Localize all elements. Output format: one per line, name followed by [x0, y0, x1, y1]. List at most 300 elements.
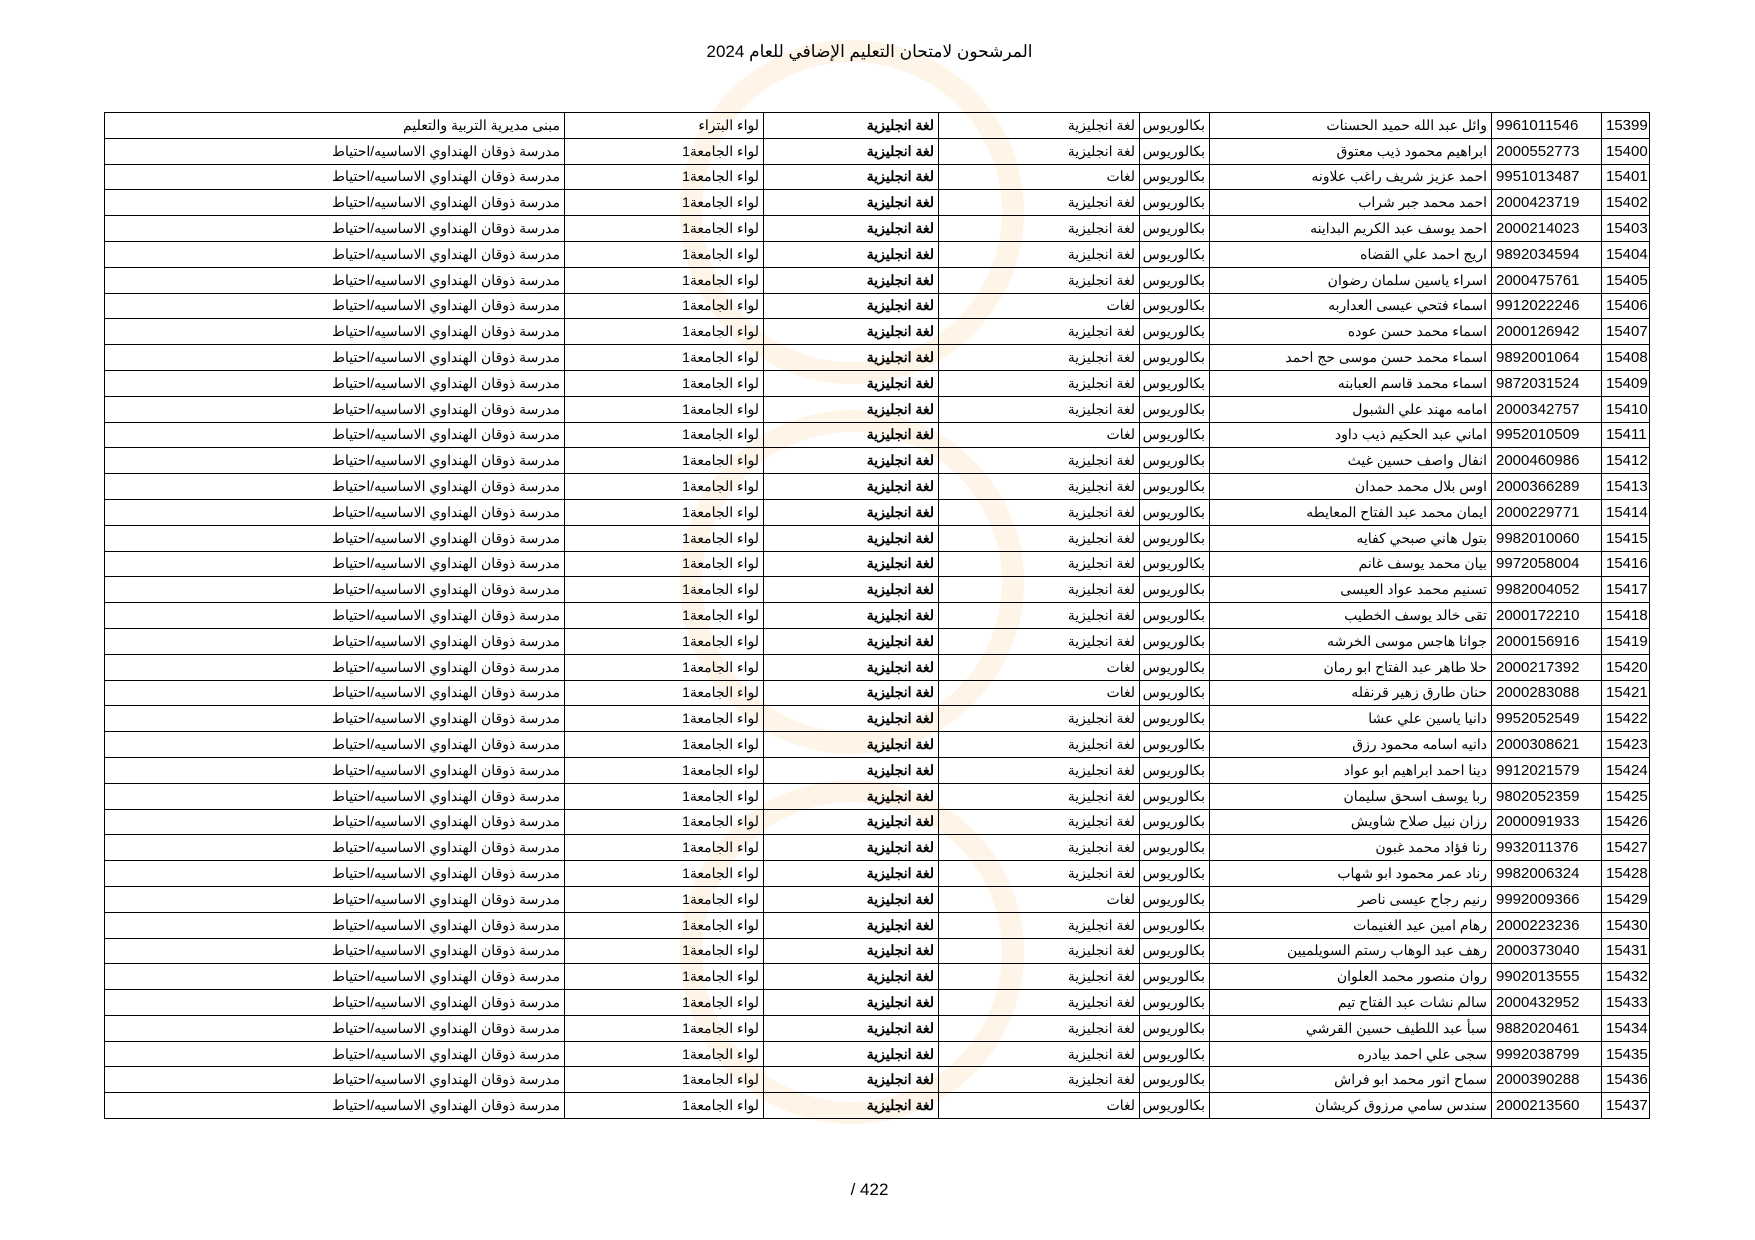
- degree-cell: بكالوريوس: [1140, 345, 1210, 371]
- table-row: [105, 938, 1650, 964]
- major-cell: لغات: [939, 1093, 1140, 1119]
- table-row: [105, 216, 1650, 242]
- candidates-table: [104, 112, 1650, 1119]
- seat-number-cell: 15437: [1602, 1093, 1650, 1119]
- national-id-cell: 2000283088: [1492, 680, 1602, 706]
- exam-center-cell: مدرسة ذوقان الهنداوي الاساسيه/احتياط: [105, 1093, 565, 1119]
- major-cell: لغات: [939, 654, 1140, 680]
- major-cell: لغة انجليزية: [939, 783, 1140, 809]
- major-cell: لغة انجليزية: [939, 474, 1140, 500]
- national-id-cell: 9992038799: [1492, 1041, 1602, 1067]
- exam-center-cell: مدرسة ذوقان الهنداوي الاساسيه/احتياط: [105, 1067, 565, 1093]
- major-cell: لغة انجليزية: [939, 216, 1140, 242]
- table-row: [105, 861, 1650, 887]
- seat-number-cell: 15415: [1602, 525, 1650, 551]
- seat-number-cell: 15399: [1602, 113, 1650, 139]
- major-cell: لغة انجليزية: [939, 1041, 1140, 1067]
- page-title-text: المرشحون لامتحان التعليم الإضافي للعام 2024: [706, 42, 1033, 61]
- table-row: [105, 732, 1650, 758]
- major-cell: لغات: [939, 164, 1140, 190]
- national-id-cell: 9952010509: [1492, 422, 1602, 448]
- district-cell: لواء الجامعة1: [565, 216, 764, 242]
- table-row: [105, 345, 1650, 371]
- exam-center-cell: مدرسة ذوقان الهنداوي الاساسيه/احتياط: [105, 577, 565, 603]
- district-cell: لواء الجامعة1: [565, 293, 764, 319]
- exam-center-cell: مدرسة ذوقان الهنداوي الاساسيه/احتياط: [105, 345, 565, 371]
- exam-subject-cell: لغة انجليزية: [764, 861, 939, 887]
- exam-subject-cell: لغة انجليزية: [764, 345, 939, 371]
- exam-subject-cell: لغة انجليزية: [764, 603, 939, 629]
- candidate-name-cell: رناد عمر محمود ابو شهاب: [1210, 861, 1492, 887]
- table-row: [105, 757, 1650, 783]
- table-row: [105, 783, 1650, 809]
- table-row: [105, 990, 1650, 1016]
- page-number: [0, 1180, 1755, 1200]
- national-id-cell: 2000214023: [1492, 216, 1602, 242]
- major-cell: لغة انجليزية: [939, 190, 1140, 216]
- major-cell: لغة انجليزية: [939, 345, 1140, 371]
- seat-number-cell: 15423: [1602, 732, 1650, 758]
- district-cell: لواء الجامعة1: [565, 912, 764, 938]
- candidate-name-cell: رنا فؤاد محمد غبون: [1210, 835, 1492, 861]
- district-cell: لواء الجامعة1: [565, 783, 764, 809]
- exam-center-cell: مدرسة ذوقان الهنداوي الاساسيه/احتياط: [105, 886, 565, 912]
- seat-number-cell: 15403: [1602, 216, 1650, 242]
- district-cell: لواء الجامعة1: [565, 267, 764, 293]
- national-id-cell: 2000552773: [1492, 138, 1602, 164]
- national-id-cell: 9982004052: [1492, 577, 1602, 603]
- exam-center-cell: مدرسة ذوقان الهنداوي الاساسيه/احتياط: [105, 164, 565, 190]
- candidate-name-cell: اماني عبد الحكيم ذيب داود: [1210, 422, 1492, 448]
- seat-number-cell: 15402: [1602, 190, 1650, 216]
- exam-center-cell: مدرسة ذوقان الهنداوي الاساسيه/احتياط: [105, 190, 565, 216]
- district-cell: لواء الجامعة1: [565, 861, 764, 887]
- district-cell: لواء الجامعة1: [565, 886, 764, 912]
- degree-cell: بكالوريوس: [1140, 680, 1210, 706]
- major-cell: لغة انجليزية: [939, 448, 1140, 474]
- national-id-cell: 2000213560: [1492, 1093, 1602, 1119]
- major-cell: لغة انجليزية: [939, 603, 1140, 629]
- seat-number-cell: 15404: [1602, 241, 1650, 267]
- district-cell: لواء البتراء: [565, 113, 764, 139]
- exam-subject-cell: لغة انجليزية: [764, 241, 939, 267]
- degree-cell: بكالوريوس: [1140, 654, 1210, 680]
- seat-number-cell: 15429: [1602, 886, 1650, 912]
- exam-subject-cell: لغة انجليزية: [764, 990, 939, 1016]
- table-row: [105, 241, 1650, 267]
- exam-subject-cell: لغة انجليزية: [764, 886, 939, 912]
- table-row: [105, 164, 1650, 190]
- district-cell: لواء الجامعة1: [565, 422, 764, 448]
- table-row: [105, 113, 1650, 139]
- exam-subject-cell: لغة انجليزية: [764, 525, 939, 551]
- candidate-name-cell: رنيم رجاح عيسى ناصر: [1210, 886, 1492, 912]
- major-cell: لغات: [939, 422, 1140, 448]
- exam-center-cell: مدرسة ذوقان الهنداوي الاساسيه/احتياط: [105, 448, 565, 474]
- table-row: [105, 1041, 1650, 1067]
- candidate-name-cell: تسنيم محمد عواد العيسى: [1210, 577, 1492, 603]
- candidate-name-cell: احمد يوسف عبد الكريم البداينه: [1210, 216, 1492, 242]
- district-cell: لواء الجامعة1: [565, 577, 764, 603]
- page-title: [0, 42, 1755, 62]
- seat-number-cell: 15409: [1602, 370, 1650, 396]
- exam-center-cell: مدرسة ذوقان الهنداوي الاساسيه/احتياط: [105, 396, 565, 422]
- table-row: [105, 1067, 1650, 1093]
- exam-center-cell: مدرسة ذوقان الهنداوي الاساسيه/احتياط: [105, 706, 565, 732]
- exam-center-cell: مدرسة ذوقان الهنداوي الاساسيه/احتياط: [105, 499, 565, 525]
- candidate-name-cell: انفال واصف حسين غيث: [1210, 448, 1492, 474]
- seat-number-cell: 15436: [1602, 1067, 1650, 1093]
- exam-center-cell: مدرسة ذوقان الهنداوي الاساسيه/احتياط: [105, 654, 565, 680]
- candidate-name-cell: اسماء محمد حسن عوده: [1210, 319, 1492, 345]
- major-cell: لغة انجليزية: [939, 138, 1140, 164]
- district-cell: لواء الجامعة1: [565, 732, 764, 758]
- national-id-cell: 9932011376: [1492, 835, 1602, 861]
- exam-center-cell: مدرسة ذوقان الهنداوي الاساسيه/احتياط: [105, 680, 565, 706]
- exam-subject-cell: لغة انجليزية: [764, 113, 939, 139]
- national-id-cell: 2000366289: [1492, 474, 1602, 500]
- degree-cell: بكالوريوس: [1140, 861, 1210, 887]
- exam-subject-cell: لغة انجليزية: [764, 680, 939, 706]
- national-id-cell: 2000126942: [1492, 319, 1602, 345]
- exam-center-cell: مدرسة ذوقان الهنداوي الاساسيه/احتياط: [105, 1015, 565, 1041]
- national-id-cell: 2000460986: [1492, 448, 1602, 474]
- candidate-name-cell: حنان طارق زهير قرنفله: [1210, 680, 1492, 706]
- exam-center-cell: مدرسة ذوقان الهنداوي الاساسيه/احتياط: [105, 138, 565, 164]
- district-cell: لواء الجامعة1: [565, 448, 764, 474]
- major-cell: لغة انجليزية: [939, 241, 1140, 267]
- seat-number-cell: 15414: [1602, 499, 1650, 525]
- exam-center-cell: مدرسة ذوقان الهنداوي الاساسيه/احتياط: [105, 912, 565, 938]
- degree-cell: بكالوريوس: [1140, 164, 1210, 190]
- degree-cell: بكالوريوس: [1140, 474, 1210, 500]
- seat-number-cell: 15434: [1602, 1015, 1650, 1041]
- national-id-cell: 9912022246: [1492, 293, 1602, 319]
- exam-subject-cell: لغة انجليزية: [764, 370, 939, 396]
- table-row: [105, 319, 1650, 345]
- national-id-cell: 2000373040: [1492, 938, 1602, 964]
- page-number-text: / 422: [850, 1180, 889, 1199]
- exam-subject-cell: لغة انجليزية: [764, 1041, 939, 1067]
- table-row: [105, 190, 1650, 216]
- major-cell: لغة انجليزية: [939, 525, 1140, 551]
- exam-subject-cell: لغة انجليزية: [764, 422, 939, 448]
- seat-number-cell: 15427: [1602, 835, 1650, 861]
- national-id-cell: 9912021579: [1492, 757, 1602, 783]
- table-row: [105, 835, 1650, 861]
- table-row: [105, 912, 1650, 938]
- national-id-cell: 2000342757: [1492, 396, 1602, 422]
- degree-cell: بكالوريوس: [1140, 809, 1210, 835]
- table-row: [105, 1015, 1650, 1041]
- district-cell: لواء الجامعة1: [565, 241, 764, 267]
- table-row: [105, 396, 1650, 422]
- degree-cell: بكالوريوس: [1140, 938, 1210, 964]
- candidate-name-cell: ربا يوسف اسحق سليمان: [1210, 783, 1492, 809]
- seat-number-cell: 15426: [1602, 809, 1650, 835]
- degree-cell: بكالوريوس: [1140, 1067, 1210, 1093]
- national-id-cell: 9882020461: [1492, 1015, 1602, 1041]
- seat-number-cell: 15432: [1602, 964, 1650, 990]
- seat-number-cell: 15425: [1602, 783, 1650, 809]
- degree-cell: بكالوريوس: [1140, 1093, 1210, 1119]
- exam-center-cell: مدرسة ذوقان الهنداوي الاساسيه/احتياط: [105, 370, 565, 396]
- degree-cell: بكالوريوس: [1140, 628, 1210, 654]
- major-cell: لغة انجليزية: [939, 964, 1140, 990]
- exam-subject-cell: لغة انجليزية: [764, 216, 939, 242]
- exam-subject-cell: لغة انجليزية: [764, 1015, 939, 1041]
- district-cell: لواء الجامعة1: [565, 396, 764, 422]
- candidate-name-cell: سماح انور محمد ابو فراش: [1210, 1067, 1492, 1093]
- national-id-cell: 2000091933: [1492, 809, 1602, 835]
- seat-number-cell: 15400: [1602, 138, 1650, 164]
- degree-cell: بكالوريوس: [1140, 370, 1210, 396]
- degree-cell: بكالوريوس: [1140, 964, 1210, 990]
- candidate-name-cell: اريج احمد علي القضاه: [1210, 241, 1492, 267]
- major-cell: لغة انجليزية: [939, 835, 1140, 861]
- district-cell: لواء الجامعة1: [565, 345, 764, 371]
- candidate-name-cell: وائل عبد الله حميد الحسنات: [1210, 113, 1492, 139]
- exam-subject-cell: لغة انجليزية: [764, 1093, 939, 1119]
- exam-center-cell: مدرسة ذوقان الهنداوي الاساسيه/احتياط: [105, 861, 565, 887]
- district-cell: لواء الجامعة1: [565, 990, 764, 1016]
- seat-number-cell: 15418: [1602, 603, 1650, 629]
- candidate-name-cell: رزان نبيل صلاح شاويش: [1210, 809, 1492, 835]
- district-cell: لواء الجامعة1: [565, 628, 764, 654]
- seat-number-cell: 15433: [1602, 990, 1650, 1016]
- degree-cell: بكالوريوس: [1140, 422, 1210, 448]
- degree-cell: بكالوريوس: [1140, 912, 1210, 938]
- district-cell: لواء الجامعة1: [565, 680, 764, 706]
- exam-subject-cell: لغة انجليزية: [764, 835, 939, 861]
- national-id-cell: 9902013555: [1492, 964, 1602, 990]
- exam-center-cell: مدرسة ذوقان الهنداوي الاساسيه/احتياط: [105, 474, 565, 500]
- candidate-name-cell: احمد عزيز شريف راغب علاونه: [1210, 164, 1492, 190]
- exam-center-cell: مدرسة ذوقان الهنداوي الاساسيه/احتياط: [105, 267, 565, 293]
- candidate-name-cell: اسماء محمد حسن موسى حج احمد: [1210, 345, 1492, 371]
- table-row: [105, 448, 1650, 474]
- national-id-cell: 9892034594: [1492, 241, 1602, 267]
- national-id-cell: 9892001064: [1492, 345, 1602, 371]
- seat-number-cell: 15408: [1602, 345, 1650, 371]
- exam-center-cell: مدرسة ذوقان الهنداوي الاساسيه/احتياط: [105, 551, 565, 577]
- candidate-name-cell: امامه مهند علي الشبول: [1210, 396, 1492, 422]
- degree-cell: بكالوريوس: [1140, 190, 1210, 216]
- candidate-name-cell: اسراء ياسين سلمان رضوان: [1210, 267, 1492, 293]
- national-id-cell: 9972058004: [1492, 551, 1602, 577]
- major-cell: لغة انجليزية: [939, 370, 1140, 396]
- exam-center-cell: مدرسة ذوقان الهنداوي الاساسيه/احتياط: [105, 525, 565, 551]
- candidate-name-cell: سالم نشات عبد الفتاح تيم: [1210, 990, 1492, 1016]
- table-row: [105, 628, 1650, 654]
- district-cell: لواء الجامعة1: [565, 525, 764, 551]
- exam-center-cell: مدرسة ذوقان الهنداوي الاساسيه/احتياط: [105, 293, 565, 319]
- degree-cell: بكالوريوس: [1140, 990, 1210, 1016]
- district-cell: لواء الجامعة1: [565, 474, 764, 500]
- candidate-name-cell: جوانا هاجس موسى الخرشه: [1210, 628, 1492, 654]
- exam-center-cell: مدرسة ذوقان الهنداوي الاساسيه/احتياط: [105, 216, 565, 242]
- candidate-name-cell: رهف عبد الوهاب رستم السويلميين: [1210, 938, 1492, 964]
- candidate-name-cell: تقى خالد يوسف الخطيب: [1210, 603, 1492, 629]
- table-row: [105, 293, 1650, 319]
- table-row: [105, 267, 1650, 293]
- exam-center-cell: مدرسة ذوقان الهنداوي الاساسيه/احتياط: [105, 964, 565, 990]
- national-id-cell: 2000172210: [1492, 603, 1602, 629]
- national-id-cell: 9802052359: [1492, 783, 1602, 809]
- exam-center-cell: مدرسة ذوقان الهنداوي الاساسيه/احتياط: [105, 757, 565, 783]
- candidate-name-cell: اسماء فتحي عيسى العداربه: [1210, 293, 1492, 319]
- exam-center-cell: مدرسة ذوقان الهنداوي الاساسيه/احتياط: [105, 1041, 565, 1067]
- national-id-cell: 9872031524: [1492, 370, 1602, 396]
- degree-cell: بكالوريوس: [1140, 267, 1210, 293]
- candidate-name-cell: بتول هاني صبحي كفايه: [1210, 525, 1492, 551]
- degree-cell: بكالوريوس: [1140, 525, 1210, 551]
- exam-subject-cell: لغة انجليزية: [764, 809, 939, 835]
- exam-center-cell: مدرسة ذوقان الهنداوي الاساسيه/احتياط: [105, 809, 565, 835]
- seat-number-cell: 15424: [1602, 757, 1650, 783]
- major-cell: لغة انجليزية: [939, 732, 1140, 758]
- exam-subject-cell: لغة انجليزية: [764, 293, 939, 319]
- seat-number-cell: 15421: [1602, 680, 1650, 706]
- exam-subject-cell: لغة انجليزية: [764, 783, 939, 809]
- major-cell: لغة انجليزية: [939, 577, 1140, 603]
- exam-center-cell: مبنى مديرية التربية والتعليم: [105, 113, 565, 139]
- candidate-name-cell: دانيا ياسين علي عشا: [1210, 706, 1492, 732]
- major-cell: لغة انجليزية: [939, 319, 1140, 345]
- seat-number-cell: 15419: [1602, 628, 1650, 654]
- exam-subject-cell: لغة انجليزية: [764, 938, 939, 964]
- major-cell: لغة انجليزية: [939, 1015, 1140, 1041]
- degree-cell: بكالوريوس: [1140, 603, 1210, 629]
- major-cell: لغات: [939, 680, 1140, 706]
- exam-center-cell: مدرسة ذوقان الهنداوي الاساسيه/احتياط: [105, 603, 565, 629]
- district-cell: لواء الجامعة1: [565, 1093, 764, 1119]
- candidate-name-cell: سبأ عبد اللطيف حسين القرشي: [1210, 1015, 1492, 1041]
- table-row: [105, 603, 1650, 629]
- national-id-cell: 2000423719: [1492, 190, 1602, 216]
- degree-cell: بكالوريوس: [1140, 241, 1210, 267]
- exam-subject-cell: لغة انجليزية: [764, 551, 939, 577]
- district-cell: لواء الجامعة1: [565, 551, 764, 577]
- district-cell: لواء الجامعة1: [565, 164, 764, 190]
- national-id-cell: 9952052549: [1492, 706, 1602, 732]
- major-cell: لغة انجليزية: [939, 551, 1140, 577]
- degree-cell: بكالوريوس: [1140, 551, 1210, 577]
- seat-number-cell: 15410: [1602, 396, 1650, 422]
- major-cell: لغة انجليزية: [939, 267, 1140, 293]
- candidate-name-cell: اوس بلال محمد حمدان: [1210, 474, 1492, 500]
- candidate-name-cell: حلا طاهر عبد الفتاح ابو رمان: [1210, 654, 1492, 680]
- district-cell: لواء الجامعة1: [565, 370, 764, 396]
- exam-center-cell: مدرسة ذوقان الهنداوي الاساسيه/احتياط: [105, 422, 565, 448]
- exam-subject-cell: لغة انجليزية: [764, 474, 939, 500]
- district-cell: لواء الجامعة1: [565, 654, 764, 680]
- table-row: [105, 577, 1650, 603]
- exam-subject-cell: لغة انجليزية: [764, 1067, 939, 1093]
- exam-subject-cell: لغة انجليزية: [764, 628, 939, 654]
- candidate-name-cell: بيان محمد يوسف غانم: [1210, 551, 1492, 577]
- table-row: [105, 551, 1650, 577]
- district-cell: لواء الجامعة1: [565, 1015, 764, 1041]
- district-cell: لواء الجامعة1: [565, 1041, 764, 1067]
- table-row: [105, 1093, 1650, 1119]
- district-cell: لواء الجامعة1: [565, 964, 764, 990]
- district-cell: لواء الجامعة1: [565, 319, 764, 345]
- major-cell: لغات: [939, 293, 1140, 319]
- district-cell: لواء الجامعة1: [565, 706, 764, 732]
- table-row: [105, 654, 1650, 680]
- seat-number-cell: 15428: [1602, 861, 1650, 887]
- district-cell: لواء الجامعة1: [565, 603, 764, 629]
- exam-subject-cell: لغة انجليزية: [764, 577, 939, 603]
- national-id-cell: 2000217392: [1492, 654, 1602, 680]
- national-id-cell: 2000308621: [1492, 732, 1602, 758]
- exam-subject-cell: لغة انجليزية: [764, 654, 939, 680]
- candidate-name-cell: رهام امين عيد الغنيمات: [1210, 912, 1492, 938]
- seat-number-cell: 15407: [1602, 319, 1650, 345]
- national-id-cell: 2000223236: [1492, 912, 1602, 938]
- national-id-cell: 2000475761: [1492, 267, 1602, 293]
- table-row: [105, 138, 1650, 164]
- table-row: [105, 680, 1650, 706]
- table-row: [105, 370, 1650, 396]
- exam-center-cell: مدرسة ذوقان الهنداوي الاساسيه/احتياط: [105, 835, 565, 861]
- major-cell: لغة انجليزية: [939, 499, 1140, 525]
- seat-number-cell: 15416: [1602, 551, 1650, 577]
- candidate-name-cell: ابراهيم محمود ذيب معتوق: [1210, 138, 1492, 164]
- seat-number-cell: 15417: [1602, 577, 1650, 603]
- candidate-name-cell: دانيه اسامه محمود رزق: [1210, 732, 1492, 758]
- degree-cell: بكالوريوس: [1140, 706, 1210, 732]
- major-cell: لغة انجليزية: [939, 938, 1140, 964]
- major-cell: لغة انجليزية: [939, 990, 1140, 1016]
- degree-cell: بكالوريوس: [1140, 499, 1210, 525]
- exam-subject-cell: لغة انجليزية: [764, 757, 939, 783]
- district-cell: لواء الجامعة1: [565, 499, 764, 525]
- degree-cell: بكالوريوس: [1140, 1041, 1210, 1067]
- candidate-name-cell: ايمان محمد عبد الفتاح المعايطه: [1210, 499, 1492, 525]
- table-row: [105, 525, 1650, 551]
- exam-center-cell: مدرسة ذوقان الهنداوي الاساسيه/احتياط: [105, 938, 565, 964]
- exam-center-cell: مدرسة ذوقان الهنداوي الاساسيه/احتياط: [105, 783, 565, 809]
- seat-number-cell: 15431: [1602, 938, 1650, 964]
- degree-cell: بكالوريوس: [1140, 783, 1210, 809]
- district-cell: لواء الجامعة1: [565, 190, 764, 216]
- district-cell: لواء الجامعة1: [565, 835, 764, 861]
- seat-number-cell: 15412: [1602, 448, 1650, 474]
- degree-cell: بكالوريوس: [1140, 1015, 1210, 1041]
- degree-cell: بكالوريوس: [1140, 293, 1210, 319]
- seat-number-cell: 15422: [1602, 706, 1650, 732]
- exam-center-cell: مدرسة ذوقان الهنداوي الاساسيه/احتياط: [105, 319, 565, 345]
- exam-center-cell: مدرسة ذوقان الهنداوي الاساسيه/احتياط: [105, 732, 565, 758]
- degree-cell: بكالوريوس: [1140, 138, 1210, 164]
- national-id-cell: 9982006324: [1492, 861, 1602, 887]
- degree-cell: بكالوريوس: [1140, 319, 1210, 345]
- national-id-cell: 9961011546: [1492, 113, 1602, 139]
- exam-center-cell: مدرسة ذوقان الهنداوي الاساسيه/احتياط: [105, 990, 565, 1016]
- table-row: [105, 886, 1650, 912]
- national-id-cell: 9982010060: [1492, 525, 1602, 551]
- exam-center-cell: مدرسة ذوقان الهنداوي الاساسيه/احتياط: [105, 628, 565, 654]
- degree-cell: بكالوريوس: [1140, 757, 1210, 783]
- candidate-name-cell: اسماء محمد قاسم العبابنه: [1210, 370, 1492, 396]
- candidate-name-cell: سندس سامي مرزوق كريشان: [1210, 1093, 1492, 1119]
- major-cell: لغة انجليزية: [939, 706, 1140, 732]
- candidate-name-cell: دينا احمد ابراهيم ابو عواد: [1210, 757, 1492, 783]
- degree-cell: بكالوريوس: [1140, 732, 1210, 758]
- exam-subject-cell: لغة انجليزية: [764, 732, 939, 758]
